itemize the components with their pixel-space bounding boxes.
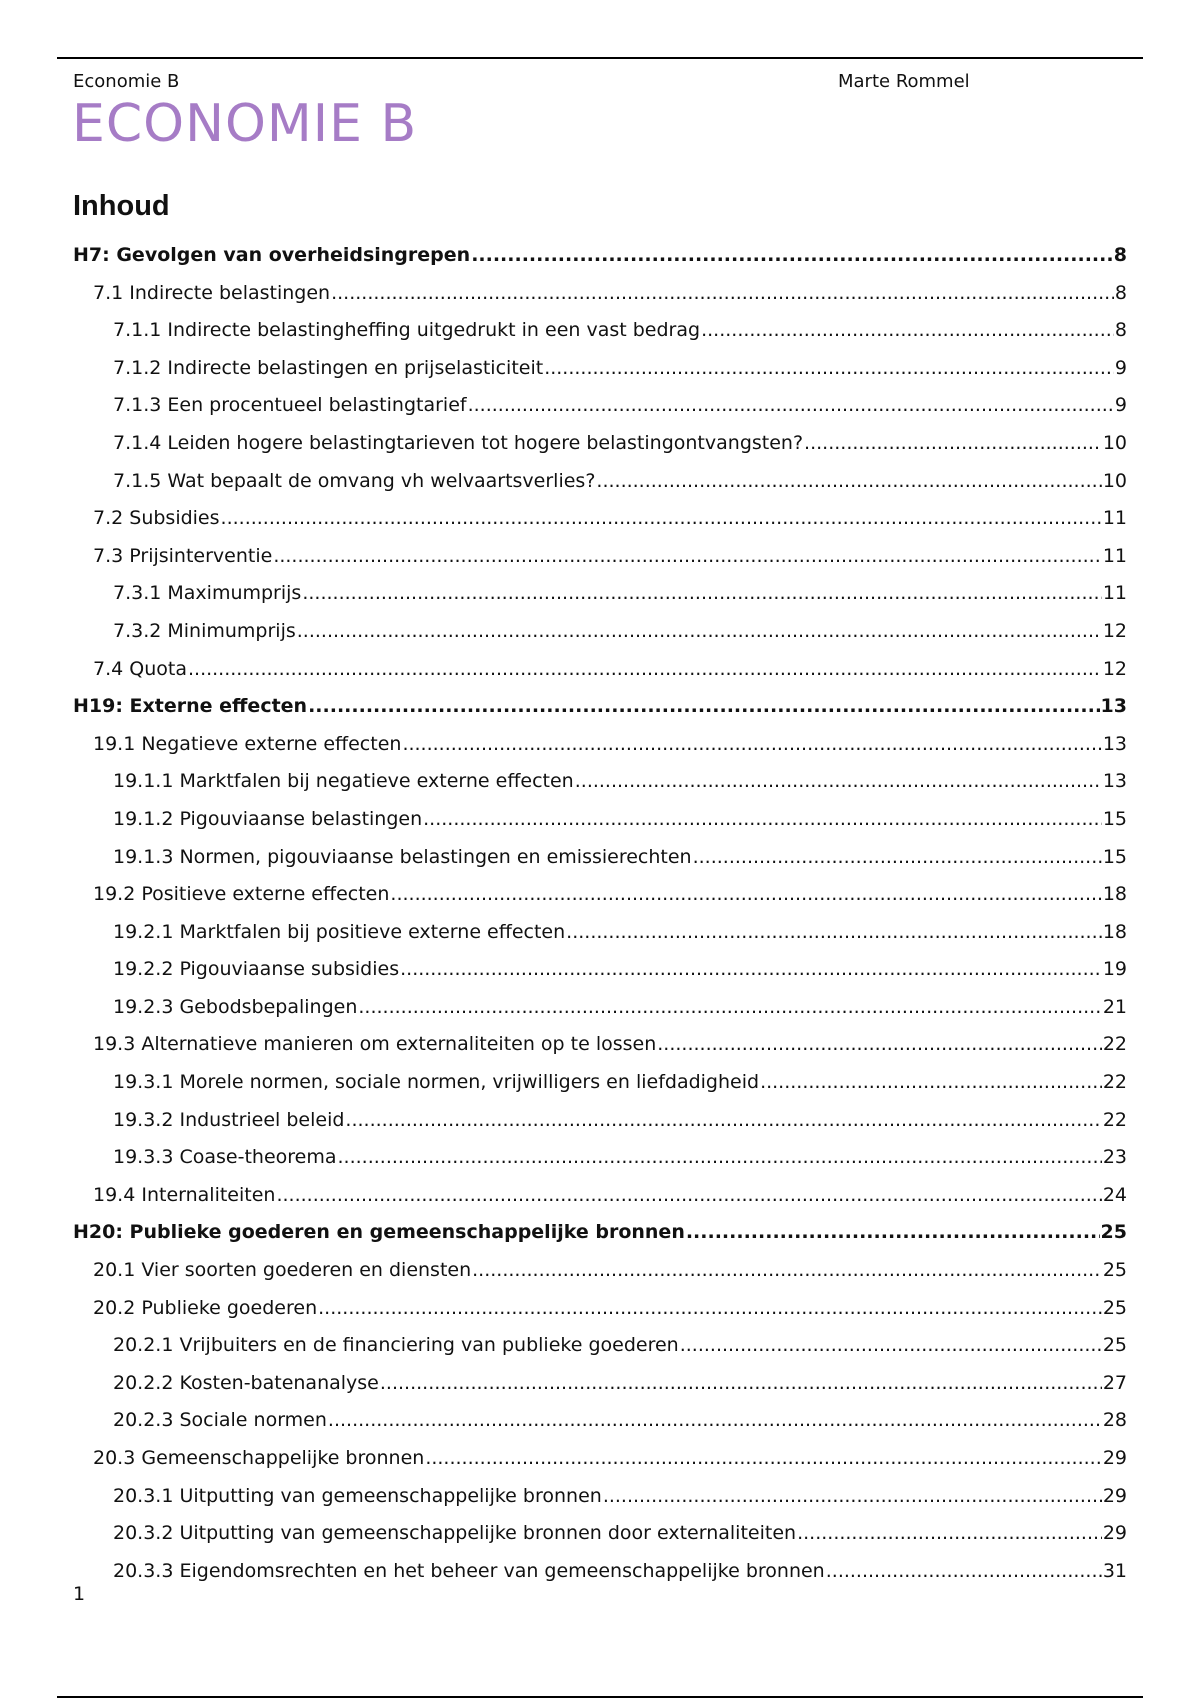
toc-dot-leader <box>188 657 1102 681</box>
toc-entry-title: 7.1.1 Indirecte belastingheffing uitgedrukt in een vast bedrag <box>113 319 701 342</box>
toc-entry-title: 7.2 Subsidies <box>93 507 220 530</box>
toc-entry-title: 19.3.1 Morele normen, sociale normen, vrijwilligers en liefdadigheid <box>113 1071 760 1094</box>
toc-dot-leader <box>297 619 1102 643</box>
toc-dot-leader <box>423 807 1102 831</box>
toc-entry-page: 29 <box>1102 1484 1127 1507</box>
toc-dot-leader <box>402 732 1101 756</box>
toc-entry-title: 19.3.3 Coase-theorema <box>113 1146 337 1169</box>
toc-entry[interactable] <box>73 1183 1127 1221</box>
toc-entry[interactable] <box>73 995 1127 1033</box>
toc-entry[interactable] <box>73 506 1127 544</box>
toc-dot-leader <box>302 581 1101 605</box>
toc-entry-page: 9 <box>1114 356 1127 379</box>
toc-dot-leader <box>345 1108 1101 1132</box>
toc-entry[interactable] <box>73 1521 1127 1559</box>
toc-entry-page: 29 <box>1102 1447 1127 1469</box>
toc-entry[interactable] <box>73 581 1127 619</box>
toc-entry-title: 20.3.2 Uitputting van gemeenschappelijke bronnen door externaliteiten <box>113 1522 797 1545</box>
toc-entry[interactable] <box>73 469 1127 507</box>
toc-entry-title: 7.3.1 Maximumprijs <box>113 582 302 605</box>
toc-entry-page: 22 <box>1102 1071 1127 1094</box>
toc-entry[interactable] <box>73 957 1127 995</box>
toc-entry-title: 20.1 Vier soorten goederen en diensten <box>93 1259 472 1282</box>
toc-entry[interactable] <box>73 657 1127 695</box>
toc-dot-leader <box>566 920 1102 944</box>
toc-entry[interactable] <box>73 243 1127 281</box>
toc-entry-title: 19.4 Internaliteiten <box>93 1183 276 1206</box>
toc-dot-leader <box>328 1408 1102 1432</box>
toc-entry-title: 19.2.1 Marktfalen bij positieve externe effecten <box>113 920 566 943</box>
toc-dot-leader <box>544 356 1114 380</box>
toc-dot-leader <box>468 393 1114 417</box>
document-title: ECONOMIE B <box>72 94 418 154</box>
toc-entry-title: H20: Publieke goederen en gemeenschappelijke bronnen <box>73 1221 685 1244</box>
toc-dot-leader <box>472 1258 1102 1282</box>
toc-entry[interactable] <box>73 1333 1127 1371</box>
toc-entry[interactable] <box>73 1220 1127 1258</box>
toc-dot-leader <box>804 431 1102 455</box>
toc-entry-title: 7.1.4 Leiden hogere belastingtarieven tot hogere belastingontvangsten? <box>113 431 804 454</box>
toc-entry[interactable] <box>73 769 1127 807</box>
toc-dot-leader <box>390 882 1101 906</box>
toc-dot-leader <box>471 243 1113 267</box>
toc-entry-title: 20.2.3 Sociale normen <box>113 1409 327 1432</box>
toc-entry-title: 19.2.2 Pigouviaanse subsidies <box>113 958 400 981</box>
toc-entry-page: 15 <box>1102 807 1127 830</box>
toc-entry-page: 18 <box>1102 920 1127 943</box>
toc-entry-title: 7.1 Indirecte belastingen <box>93 281 331 304</box>
toc-dot-leader <box>331 281 1114 305</box>
toc-entry-page: 24 <box>1102 1183 1127 1206</box>
toc-entry-page: 12 <box>1102 657 1127 680</box>
toc-dot-leader <box>276 1183 1101 1207</box>
toc-entry-title: 7.3 Prijsinterventie <box>93 544 273 567</box>
toc-entry-title: 7.1.3 Een procentueel belastingtarief <box>113 394 467 417</box>
toc-entry-page: 9 <box>1114 394 1127 417</box>
toc-entry[interactable] <box>73 393 1127 431</box>
toc-entry-title: H19: Externe effecten <box>73 695 308 718</box>
toc-entry-page: 15 <box>1102 845 1127 868</box>
toc-entry-title: 19.3 Alternatieve manieren om externaliteiten op te lossen <box>93 1033 657 1056</box>
toc-entry[interactable] <box>73 1371 1127 1409</box>
toc-entry-page: 13 <box>1102 732 1127 755</box>
toc-entry-title: 19.1.1 Marktfalen bij negatieve externe effecten <box>113 770 574 793</box>
toc-entry-title: 19.1.3 Normen, pigouviaanse belastingen en emissierechten <box>113 845 692 868</box>
toc-dot-leader <box>797 1521 1102 1545</box>
toc-entry-page: 25 <box>1102 1296 1127 1319</box>
toc-dot-leader <box>680 1333 1102 1357</box>
toc-entry[interactable] <box>73 1108 1127 1146</box>
toc-entry-page: 22 <box>1102 1033 1127 1056</box>
toc-entry[interactable] <box>73 619 1127 657</box>
toc-dot-leader <box>273 544 1102 568</box>
footer-rule <box>57 1696 1143 1698</box>
toc-entry[interactable] <box>73 281 1127 319</box>
toc-dot-leader <box>686 1220 1100 1244</box>
toc-heading: Inhoud <box>73 190 170 222</box>
toc-dot-leader <box>693 845 1102 869</box>
page-number: 1 <box>73 1583 86 1605</box>
toc-entry-page: 13 <box>1100 695 1127 718</box>
toc-entry[interactable] <box>73 694 1127 732</box>
toc-entry[interactable] <box>73 920 1127 958</box>
toc-entry-page: 25 <box>1100 1221 1127 1244</box>
toc-entry-page: 31 <box>1102 1559 1127 1582</box>
toc-entry[interactable] <box>73 732 1127 770</box>
toc-entry[interactable] <box>73 1070 1127 1108</box>
toc-entry[interactable] <box>73 318 1127 356</box>
toc-dot-leader <box>701 318 1114 342</box>
toc-entry[interactable] <box>73 807 1127 845</box>
toc-dot-leader <box>657 1032 1102 1056</box>
toc-entry-title: 20.2 Publieke goederen <box>93 1296 318 1319</box>
toc-entry[interactable] <box>73 431 1127 469</box>
toc-entry-title: 19.1 Negatieve externe effecten <box>93 732 402 755</box>
toc-entry[interactable] <box>73 1408 1127 1446</box>
toc-entry-page: 25 <box>1102 1334 1127 1357</box>
toc-entry-page: 8 <box>1113 244 1127 266</box>
toc-dot-leader <box>596 469 1101 493</box>
toc-entry-page: 23 <box>1102 1146 1127 1169</box>
toc-entry-title: 20.3 Gemeenschappelijke bronnen <box>93 1447 425 1469</box>
toc-entry-page: 11 <box>1102 544 1127 567</box>
toc-entry[interactable] <box>73 845 1127 883</box>
toc-entry[interactable] <box>73 1032 1127 1070</box>
toc-entry-page: 28 <box>1102 1409 1127 1432</box>
toc-dot-leader <box>308 694 1099 718</box>
header-course-name: Economie B <box>73 71 180 92</box>
toc-dot-leader <box>425 1446 1102 1470</box>
toc-entry[interactable] <box>73 1145 1127 1183</box>
toc-entry-title: 7.1.5 Wat bepaalt de omvang vh welvaartsverlies? <box>113 469 596 492</box>
toc-entry-page: 25 <box>1102 1259 1127 1282</box>
toc-dot-leader <box>358 995 1101 1019</box>
toc-entry-title: 7.3.2 Minimumprijs <box>113 619 296 642</box>
toc-dot-leader <box>760 1070 1102 1094</box>
toc-entry-title: 20.3.1 Uitputting van gemeenschappelijke bronnen <box>113 1484 602 1507</box>
toc-entry-page: 13 <box>1102 770 1127 793</box>
toc-entry-page: 10 <box>1102 469 1127 492</box>
toc-entry-page: 18 <box>1102 883 1127 906</box>
toc-entry-title: 19.2.3 Gebodsbepalingen <box>113 995 358 1018</box>
toc-dot-leader <box>380 1371 1102 1395</box>
toc-entry-page: 21 <box>1102 995 1127 1018</box>
toc-entry-title: 20.3.3 Eigendomsrechten en het beheer van gemeenschappelijke bronnen <box>113 1559 825 1582</box>
header-rule <box>57 57 1143 59</box>
toc-entry-title: 20.2.1 Vrijbuiters en de financiering van publieke goederen <box>113 1334 679 1357</box>
toc-entry-title: 19.2 Positieve externe effecten <box>93 883 390 906</box>
toc-entry-page: 22 <box>1102 1108 1127 1131</box>
toc-entry-title: H7: Gevolgen van overheidsingrepen <box>73 244 471 266</box>
toc-dot-leader <box>400 957 1102 981</box>
toc-entry-title: 19.3.2 Industrieel beleid <box>113 1108 345 1131</box>
toc-entry-title: 20.2.2 Kosten-batenanalyse <box>113 1371 379 1394</box>
toc-entry[interactable] <box>73 882 1127 920</box>
toc-entry-page: 19 <box>1102 958 1127 981</box>
toc-dot-leader <box>221 506 1102 530</box>
toc-entry-page: 10 <box>1102 431 1127 454</box>
toc-dot-leader <box>318 1296 1102 1320</box>
toc-entry-page: 29 <box>1102 1522 1127 1545</box>
toc-entry[interactable] <box>73 1484 1127 1522</box>
toc-entry-page: 11 <box>1102 582 1127 605</box>
toc-entry[interactable] <box>73 1258 1127 1296</box>
toc-entry-title: 7.4 Quota <box>93 657 187 680</box>
toc-dot-leader <box>603 1484 1102 1508</box>
toc-entry-page: 11 <box>1102 507 1127 530</box>
toc-entry-page: 27 <box>1102 1371 1127 1394</box>
toc-entry-page: 8 <box>1114 319 1127 342</box>
toc-entry-page: 12 <box>1102 619 1127 642</box>
toc-dot-leader <box>575 769 1102 793</box>
toc-entry-title: 7.1.2 Indirecte belastingen en prijselasticiteit <box>113 356 544 379</box>
toc-entry-page: 8 <box>1114 281 1127 304</box>
toc-entry[interactable] <box>73 1446 1127 1484</box>
toc-dot-leader <box>338 1145 1102 1169</box>
toc-entry[interactable] <box>73 1296 1127 1334</box>
toc-entry[interactable] <box>73 356 1127 394</box>
toc-entry[interactable] <box>73 544 1127 582</box>
table-of-contents <box>73 243 1127 1596</box>
toc-entry[interactable] <box>73 1559 1127 1597</box>
header-author-name: Marte Rommel <box>838 71 970 92</box>
toc-dot-leader <box>826 1559 1102 1583</box>
toc-entry-title: 19.1.2 Pigouviaanse belastingen <box>113 807 423 830</box>
